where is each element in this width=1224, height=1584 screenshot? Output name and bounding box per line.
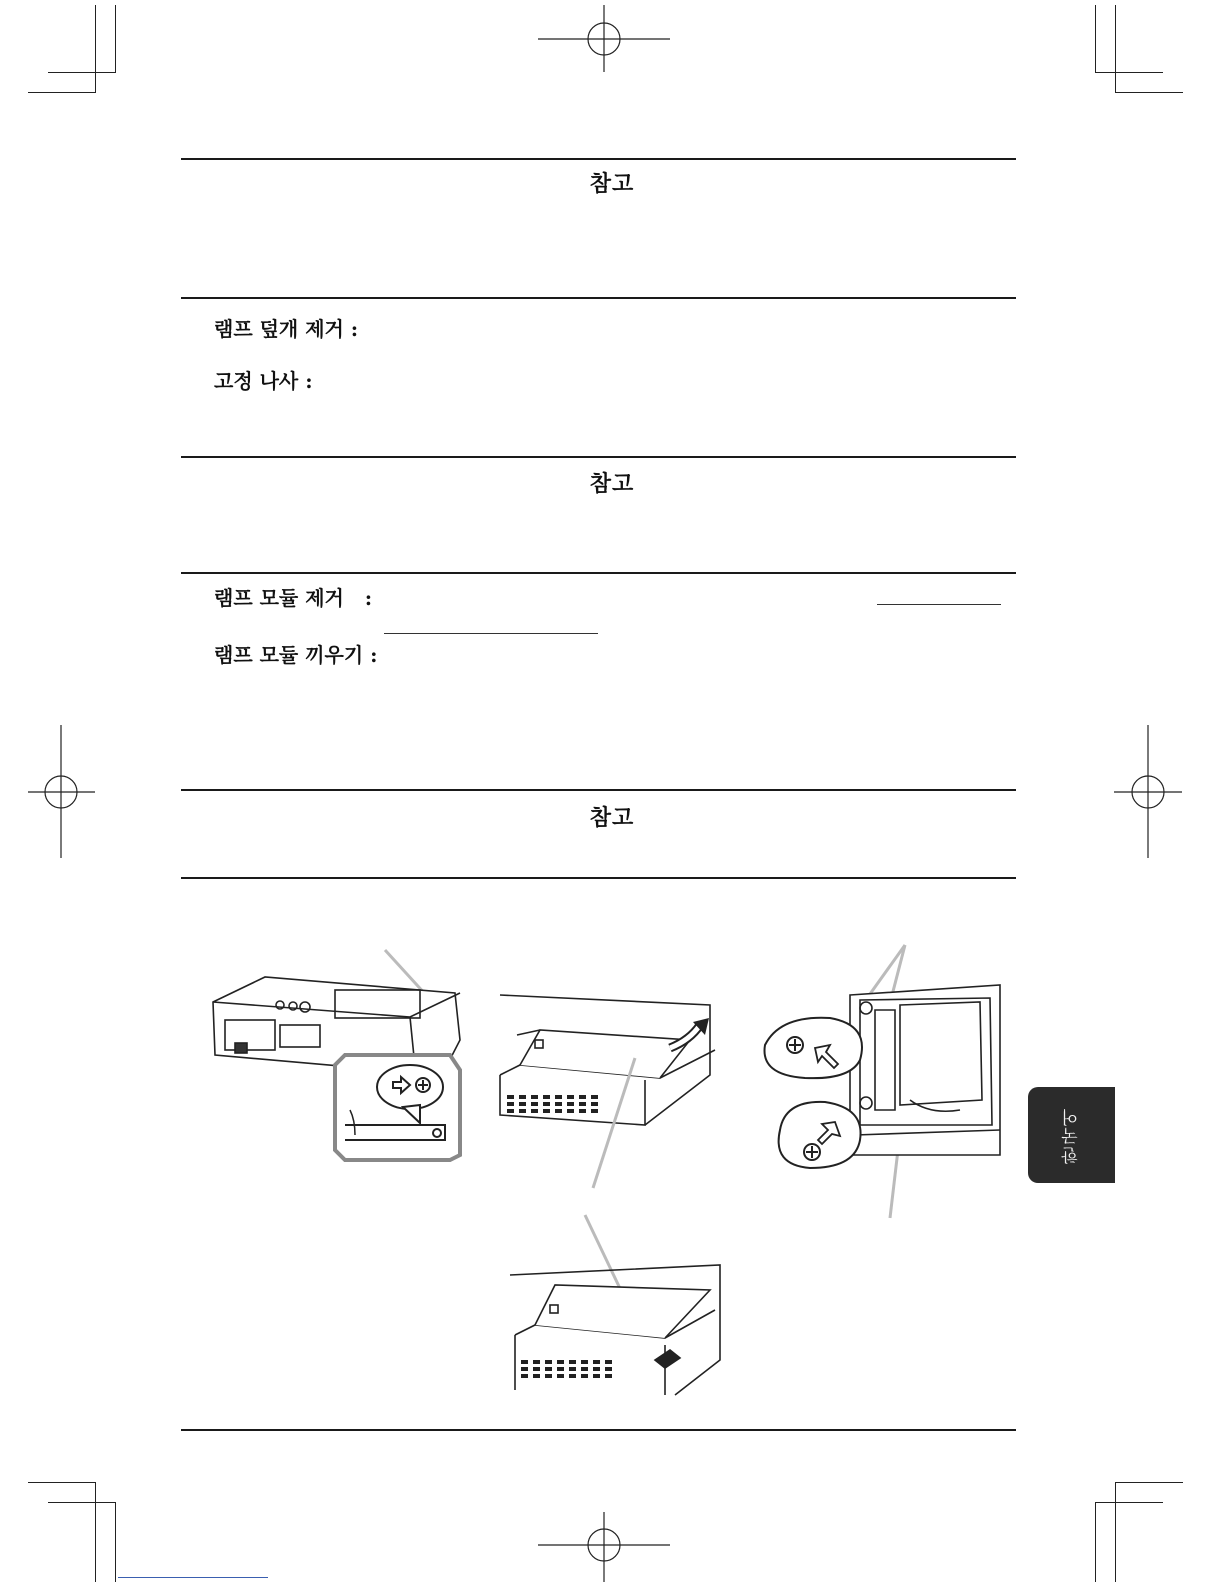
remove-cover-label: 램프 덮개 제거 :: [214, 317, 359, 341]
underline: [877, 604, 1001, 605]
footer-line: [118, 1577, 268, 1578]
remove-module-label: 램프 모듈 제거 :: [214, 586, 373, 610]
section-divider: [181, 877, 1016, 879]
page-bottom-divider: [181, 1429, 1016, 1431]
lamp-module-illustration: [760, 940, 1010, 1220]
section-divider: [181, 572, 1016, 574]
underline: [384, 633, 598, 634]
note-heading: 참고: [589, 171, 635, 197]
fixing-screw-label: 고정 나사 :: [214, 369, 313, 393]
section-divider: [181, 789, 1016, 791]
section-divider: [181, 456, 1016, 458]
language-tab: [1028, 1087, 1115, 1183]
language-tab-label: 한국어: [1062, 1106, 1082, 1164]
insert-module-label: 램프 모듈 끼우기 :: [214, 643, 378, 667]
lamp-cover-removal-illustration: [495, 990, 725, 1190]
section-divider: [181, 297, 1016, 299]
projector-illustration: [205, 945, 475, 1165]
section-divider: [181, 158, 1016, 160]
note-heading: 참고: [589, 805, 635, 831]
note-heading: 참고: [589, 471, 635, 497]
lamp-cover-install-illustration: [505, 1210, 730, 1400]
